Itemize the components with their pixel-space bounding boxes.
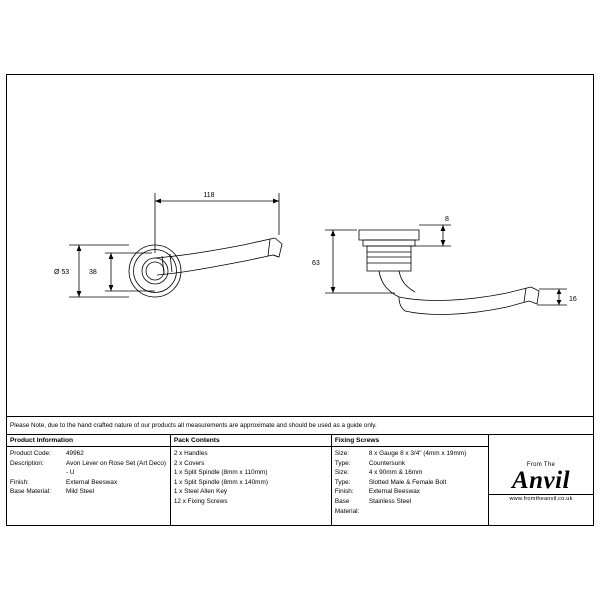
list-item: 1 x Split Spindle (8mm x 140mm): [173, 478, 268, 486]
product-code-label: Product Code:: [10, 450, 51, 457]
product-code-value: 49962: [66, 450, 84, 457]
table-row: [10, 487, 170, 497]
product-drawing-svg: [7, 75, 593, 415]
spec-tables: [7, 434, 593, 525]
list-item: 2 x Covers: [173, 459, 205, 467]
fixing-screws-header: Fixing Screws: [332, 435, 488, 447]
list-item: 12 x Fixing Screws: [173, 497, 228, 505]
description-label: Description:: [10, 459, 44, 467]
table-row: [10, 478, 170, 488]
brand-logo: [488, 435, 593, 525]
screw-size-label-2: Size:: [334, 469, 350, 477]
list-item: 1 x Split Spindle (8mm x 110mm): [173, 469, 268, 477]
finish-label: Finish:: [10, 478, 29, 486]
logo-divider: [489, 494, 593, 495]
table-row: [335, 478, 488, 488]
product-information-header: Product Information: [7, 435, 170, 447]
table-row: [335, 459, 488, 469]
table-row: [335, 487, 488, 497]
screw-base-material-label: Base Material:: [334, 497, 360, 515]
screw-size-value-2: 4 x 90mm & 16mm: [368, 469, 423, 477]
pack-contents-header: Pack Contents: [171, 435, 331, 447]
screw-base-material-value: Stainless Steel: [368, 497, 412, 505]
finish-value: External Beeswax: [66, 478, 118, 486]
base-material-label: Base Material:: [10, 488, 51, 496]
description-value: Avon Lever on Rose Set (Art Deco) - U: [66, 459, 167, 477]
dim-height-63: 63: [312, 260, 320, 267]
dim-rose-thickness: 8: [445, 216, 449, 223]
screw-type-value-2: Slotted Male & Female Bolt: [368, 478, 447, 486]
logo-wordmark: Anvil: [511, 467, 571, 494]
list-item: 2 x Handles: [173, 450, 208, 457]
table-row: [335, 449, 488, 459]
list-item: 1 x Steel Allen Key: [173, 488, 228, 496]
fixing-screws-block: [331, 435, 488, 525]
screw-type-label-2: Type:: [334, 478, 351, 486]
logo-top-text: From The: [526, 462, 556, 468]
product-information-block: [7, 435, 170, 525]
table-row: [335, 497, 488, 516]
screw-type-value-1: Countersunk: [368, 459, 406, 467]
screw-size-value-1: 8 x Gauge 8 x 3/4" (4mm x 19mm): [368, 450, 467, 457]
table-row: [10, 459, 170, 478]
drawing-area: [7, 75, 593, 415]
drawing-frame: [6, 74, 594, 526]
measurement-note: Please Note, due to the hand crafted nature of our products all measurements are approximate and should be used as a guide only.: [7, 416, 593, 434]
screw-size-label-1: Size:: [334, 450, 350, 457]
screw-type-label-1: Type:: [334, 459, 351, 467]
screw-finish-label: Finish:: [334, 488, 354, 496]
dim-rose-projection: 38: [89, 269, 97, 276]
table-row: [335, 468, 488, 478]
logo-url: www.fromtheanvil.co.uk: [509, 496, 573, 502]
base-material-value: Mild Steel: [66, 488, 95, 496]
dim-width-118: 118: [203, 192, 215, 199]
table-row: [10, 449, 170, 459]
dim-lever-16: 16: [569, 296, 577, 303]
dim-rose-diameter: Ø 53: [54, 269, 70, 276]
pack-contents-block: [170, 435, 331, 525]
screw-finish-value: External Beeswax: [368, 488, 420, 496]
